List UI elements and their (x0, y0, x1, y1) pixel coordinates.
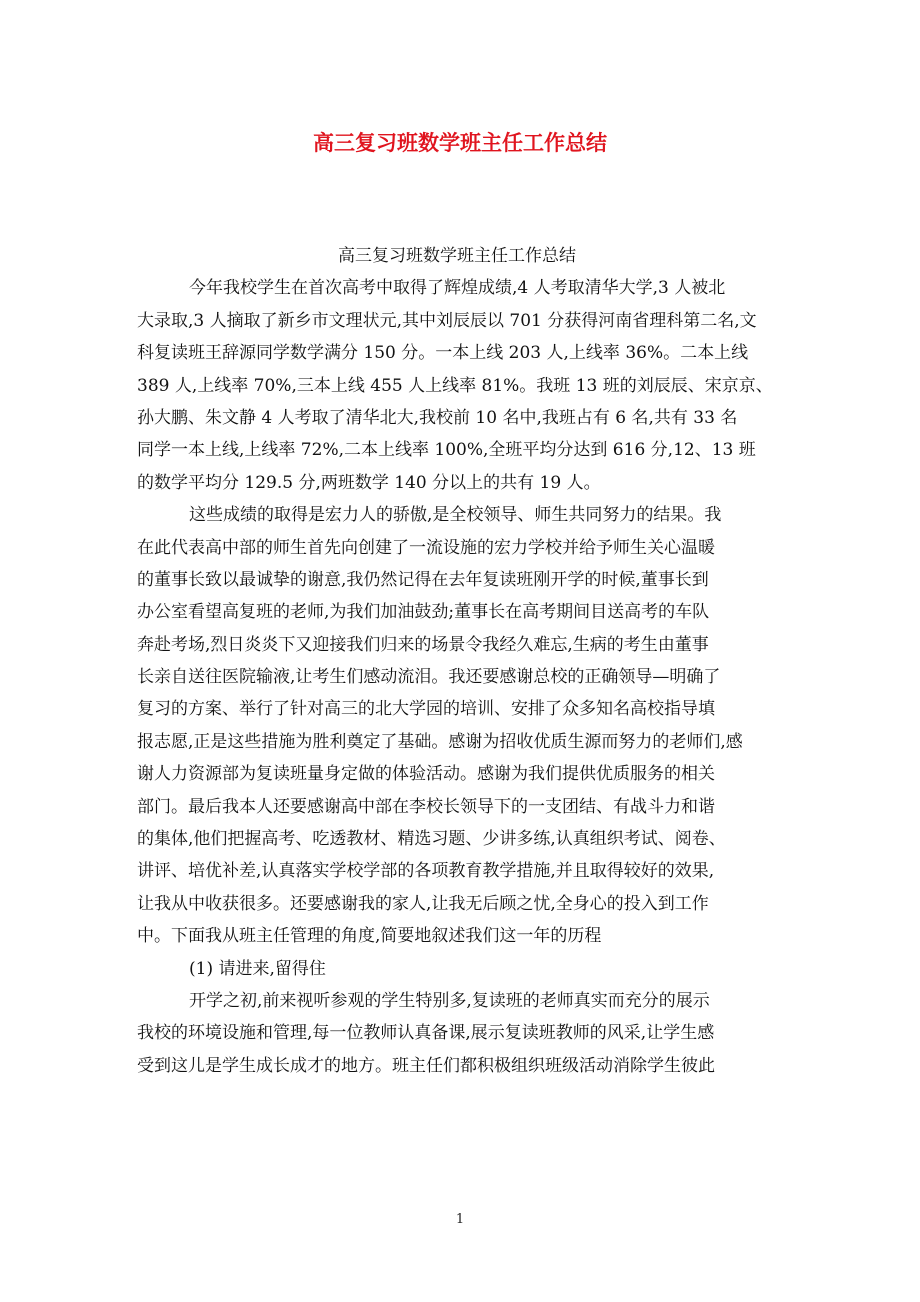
paragraph-line: 今年我校学生在首次高考中取得了辉煌成绩,4 人考取清华大学,3 人被北 (189, 278, 726, 299)
paragraph-line: 长亲自送往医院输液,让考生们感动流泪。我还要感谢总校的正确领导—明确了 (137, 667, 721, 688)
paragraph-line: 在此代表高中部的师生首先向创建了一流设施的宏力学校并给予师生关心温暖 (137, 537, 715, 558)
paragraph-line: 的集体,他们把握高考、吃透教材、精选习题、少讲多练,认真组织考试、阅卷、 (137, 829, 726, 850)
paragraph-line: 办公室看望高复班的老师,为我们加油鼓劲;董事长在高考期间目送高考的车队 (137, 602, 710, 623)
paragraph-line: 的数学平均分 129.5 分,两班数学 140 分以上的共有 19 人。 (137, 472, 601, 493)
paragraph-line: 复习的方案、举行了针对高三的北大学园的培训、安排了众多知名高校指导填 (137, 699, 715, 720)
paragraph-line: 同学一本上线,上线率 72%,二本上线率 100%,全班平均分达到 616 分,12、13 班 (137, 440, 756, 461)
document-body (137, 240, 817, 1082)
paragraph-line: 的董事长致以最诚挚的谢意,我仍然记得在去年复读班刚开学的时候,董事长到 (137, 569, 709, 590)
paragraph-line: 让我从中收获很多。还要感谢我的家人,让我无后顾之忧,全身心的投入到工作 (137, 893, 709, 914)
paragraph-line: 孙大鹏、朱文静 4 人考取了清华北大,我校前 10 名中,我班占有 6 名,共有 33 名 (137, 407, 738, 428)
paragraph-line: 我校的环境设施和管理,每一位教师认真备课,展示复读班教师的风采,让学生感 (137, 1023, 715, 1044)
page-number: 1 (455, 1212, 465, 1227)
paragraph-line: 部门。最后我本人还要感谢高中部在李校长领导下的一支团结、有战斗力和谐 (137, 796, 715, 817)
paragraph-line: 受到这儿是学生成长成才的地方。班主任们都积极组织班级活动消除学生彼此 (137, 1055, 715, 1076)
paragraph-line: 大录取,3 人摘取了新乡市文理状元,其中刘辰辰以 701 分获得河南省理科第二名,文 (137, 310, 757, 331)
document-title: 高三复习班数学班主任工作总结 (313, 131, 607, 155)
paragraph-line: 389 人,上线率 70%,三本上线 455 人上线率 81%。我班 13 班的刘辰辰、宋京京、 (137, 375, 773, 396)
paragraph-line: 这些成绩的取得是宏力人的骄傲,是全校领导、师生共同努力的结果。我 (189, 505, 722, 526)
paragraph-line: 中。下面我从班主任管理的角度,简要地叙述我们这一年的历程 (137, 926, 602, 947)
paragraph-line: 开学之初,前来视听参观的学生特别多,复读班的老师真实而充分的展示 (189, 990, 710, 1011)
section-heading: (1) 请进来,留得住 (189, 958, 326, 979)
paragraph-line: 讲评、培优补差,认真落实学校学部的各项教育教学措施,并且取得较好的效果, (137, 861, 715, 882)
document-subtitle: 高三复习班数学班主任工作总结 (338, 246, 576, 266)
paragraph-line: 奔赴考场,烈日炎炎下又迎接我们归来的场景令我经久难忘,生病的考生由董事 (137, 634, 709, 655)
paragraph-line: 报志愿,正是这些措施为胜利奠定了基础。感谢为招收优质生源而努力的老师们,感 (137, 731, 743, 752)
paragraph-line: 科复读班王辞源同学数学满分 150 分。一本上线 203 人,上线率 36%。二本上线 (137, 343, 749, 364)
paragraph-line: 谢人力资源部为复读班量身定做的体验活动。感谢为我们提供优质服务的相关 (137, 764, 715, 785)
